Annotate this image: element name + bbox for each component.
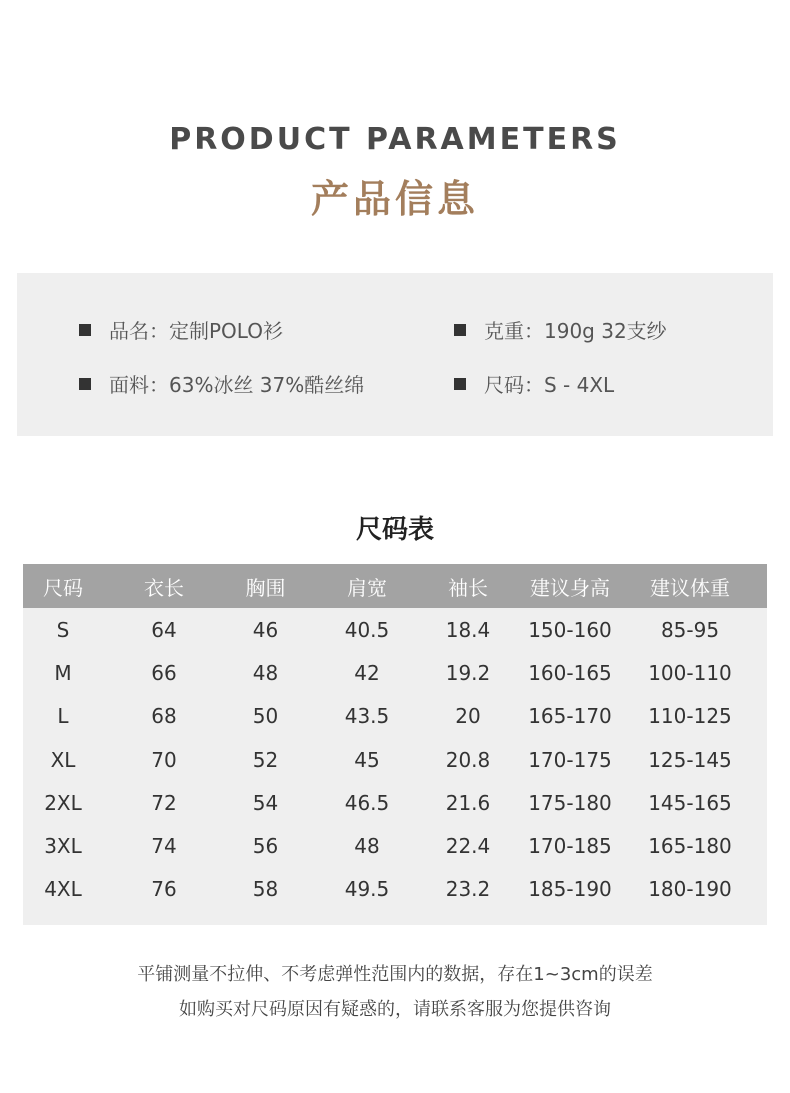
header-cell: 袖长 bbox=[448, 575, 488, 600]
table-cell: 18.4 bbox=[445, 617, 491, 642]
table-row bbox=[23, 608, 767, 651]
table-row bbox=[23, 824, 767, 867]
param-name-text: 品名：定制POLO衫 bbox=[109, 319, 283, 343]
table-cell: 110-125 bbox=[648, 704, 732, 729]
size-table-header bbox=[23, 564, 767, 608]
table-cell: M bbox=[54, 660, 72, 685]
bullet-square-icon bbox=[79, 324, 91, 336]
table-cell: 74 bbox=[151, 834, 177, 859]
table-cell: XL bbox=[50, 747, 76, 772]
note-line-1: 平铺测量不拉伸、不考虑弹性范围内的数据，存在1~3cm的误差 bbox=[137, 964, 653, 985]
table-cell: 66 bbox=[151, 660, 177, 685]
table-cell: 160-165 bbox=[528, 660, 612, 685]
header-cell: 建议身高 bbox=[530, 575, 610, 600]
header-cell: 肩宽 bbox=[347, 575, 387, 600]
param-weight-text: 克重：190g 32支纱 bbox=[484, 319, 667, 343]
param-name bbox=[79, 315, 283, 344]
table-cell: 175-180 bbox=[528, 790, 612, 815]
size-table-body bbox=[23, 608, 767, 911]
table-cell: 19.2 bbox=[445, 660, 491, 685]
table-cell: 20.8 bbox=[445, 747, 491, 772]
table-row bbox=[23, 868, 767, 911]
param-fabric bbox=[79, 369, 364, 398]
bullet-square-icon bbox=[454, 324, 466, 336]
table-cell: 125-145 bbox=[648, 747, 732, 772]
product-params-panel bbox=[17, 273, 773, 436]
size-table-title: 尺码表 bbox=[355, 515, 434, 545]
table-cell: 145-165 bbox=[648, 790, 732, 815]
table-cell: 165-170 bbox=[528, 704, 612, 729]
table-cell: 58 bbox=[252, 877, 279, 902]
param-size bbox=[454, 369, 614, 398]
table-cell: 20 bbox=[455, 704, 481, 729]
note-line-2: 如购买对尺码原因有疑惑的，请联系客服为您提供咨询 bbox=[179, 999, 611, 1020]
table-cell: 48 bbox=[354, 834, 380, 859]
table-cell: 3XL bbox=[44, 834, 82, 859]
table-cell: 42 bbox=[354, 660, 380, 685]
table-cell: 170-185 bbox=[528, 834, 612, 859]
header-cell: 衣长 bbox=[144, 575, 184, 600]
table-cell: 22.4 bbox=[445, 834, 491, 859]
table-row bbox=[23, 738, 767, 781]
table-cell: 170-175 bbox=[528, 747, 612, 772]
header-cell: 胸围 bbox=[245, 575, 286, 600]
param-size-text: 尺码：S - 4XL bbox=[484, 373, 615, 397]
table-cell: 180-190 bbox=[648, 877, 732, 902]
table-cell: 50 bbox=[252, 704, 279, 729]
title-cn: 产品信息 bbox=[310, 177, 479, 221]
table-row bbox=[23, 651, 767, 694]
table-row bbox=[23, 695, 767, 738]
header-cell: 建议体重 bbox=[650, 575, 730, 600]
table-cell: 165-180 bbox=[648, 834, 732, 859]
title-en: PRODUCT PARAMETERS bbox=[169, 122, 621, 157]
table-cell: 45 bbox=[354, 747, 380, 772]
table-cell: 185-190 bbox=[528, 877, 612, 902]
header-cell: 尺码 bbox=[43, 575, 83, 600]
bullet-square-icon bbox=[79, 378, 91, 390]
table-cell: 23.2 bbox=[445, 877, 491, 902]
table-cell: 70 bbox=[151, 747, 177, 772]
table-cell: 100-110 bbox=[648, 660, 732, 685]
table-cell: 64 bbox=[151, 617, 177, 642]
table-cell: 85-95 bbox=[660, 617, 720, 642]
table-cell: 49.5 bbox=[344, 877, 390, 902]
param-fabric-text: 面料：63%冰丝 37%酷丝绵 bbox=[109, 373, 365, 397]
table-cell: 46.5 bbox=[344, 790, 390, 815]
table-cell: 54 bbox=[252, 790, 279, 815]
table-cell: 72 bbox=[151, 790, 177, 815]
table-cell: 4XL bbox=[44, 877, 82, 902]
table-cell: 46 bbox=[252, 617, 279, 642]
table-cell: 48 bbox=[252, 660, 279, 685]
param-weight bbox=[454, 315, 667, 344]
table-cell: L bbox=[57, 704, 69, 729]
table-cell: 56 bbox=[252, 834, 279, 859]
table-cell: S bbox=[56, 617, 70, 642]
bullet-square-icon bbox=[454, 378, 466, 390]
table-cell: 21.6 bbox=[445, 790, 491, 815]
table-cell: 76 bbox=[151, 877, 177, 902]
table-cell: 68 bbox=[151, 704, 177, 729]
table-cell: 52 bbox=[252, 747, 279, 772]
table-row bbox=[23, 781, 767, 824]
table-cell: 40.5 bbox=[344, 617, 390, 642]
table-cell: 2XL bbox=[44, 790, 82, 815]
table-cell: 150-160 bbox=[528, 617, 612, 642]
table-cell: 43.5 bbox=[344, 704, 390, 729]
size-table bbox=[23, 564, 767, 925]
